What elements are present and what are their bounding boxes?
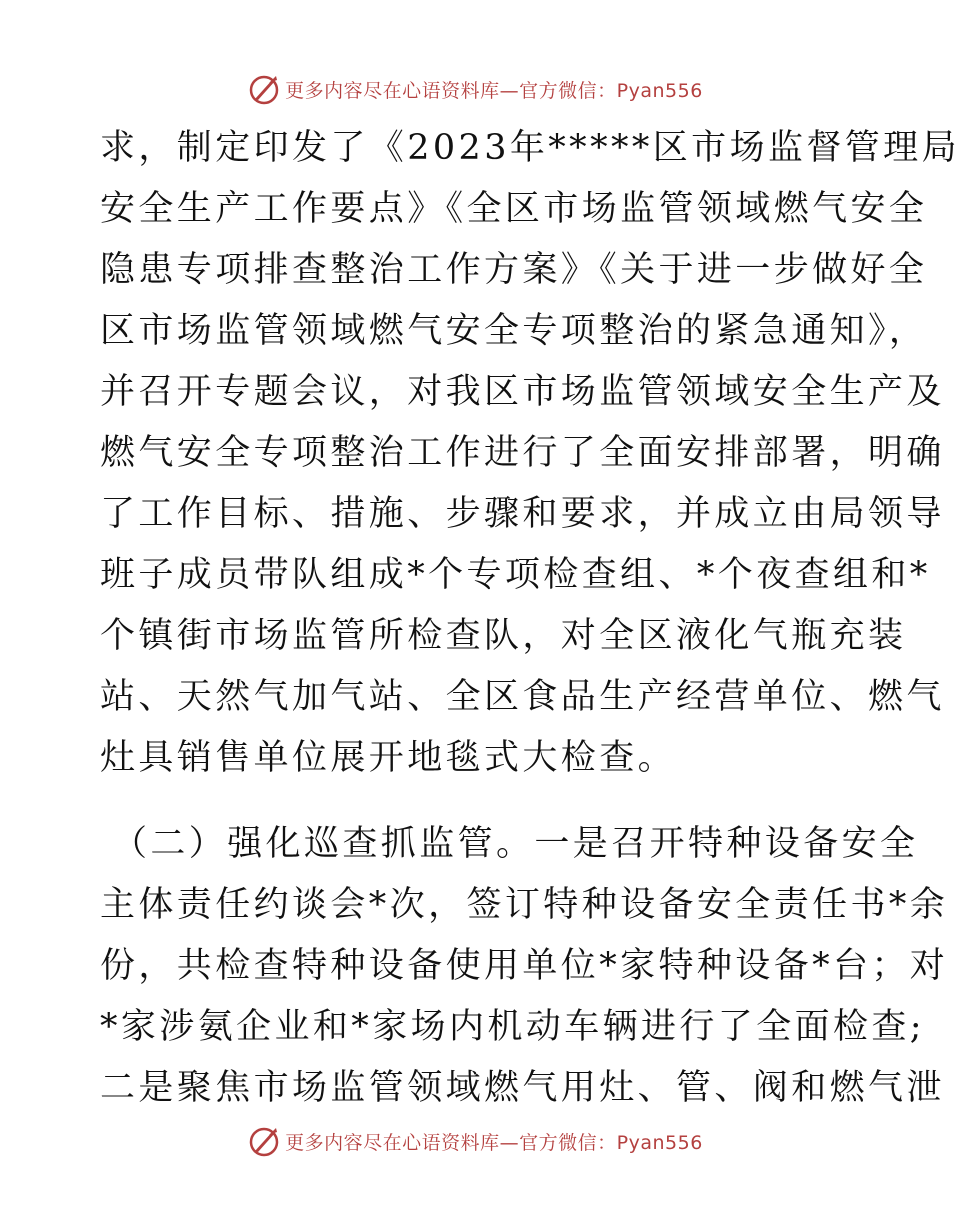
watermark-text: 更多内容尽在心语资料库—官方微信：Pyan556 [285, 1131, 703, 1154]
text-line: 份，共检查特种设备使用单位*家特种设备*台；对 [100, 946, 949, 986]
text-line: 主体责任约谈会*次，签订特种设备安全责任书*余 [100, 885, 949, 925]
text-line: 灶具销售单位展开地毯式大检查。 [100, 738, 677, 778]
paragraph-spacer [100, 789, 860, 814]
text-line: 站、天然气加气站、全区食品生产经营单位、燃气 [100, 677, 945, 717]
text-line: 隐患专项排查整治工作方案》《关于进一步做好全 [100, 250, 928, 290]
footer-watermark [0, 1124, 950, 1158]
section-heading-line: （二）强化巡查抓监管。一是召开特种设备安全 [112, 824, 919, 864]
paragraph-1 [100, 118, 960, 789]
header-watermark [0, 72, 950, 106]
text-line: 个镇街市场监管所检查队，对全区液化气瓶充装 [100, 616, 907, 656]
text-line: 安全生产工作要点》《全区市场监管领域燃气安全 [100, 189, 928, 229]
text-line: 燃气安全专项整治工作进行了全面安排部署，明确 [100, 433, 945, 473]
text-line: 了工作目标、措施、步骤和要求，并成立由局领导 [100, 494, 945, 534]
text-line: 并召开专题会议，对我区市场监管领域安全生产及 [100, 372, 945, 412]
text-line: *家涉氨企业和*家场内机动车辆进行了全面检查; [100, 1007, 925, 1047]
quill-pen-circle-icon [247, 1124, 281, 1158]
text-line: 求，制定印发了《2023年*****区市场监督管理局 [100, 128, 960, 168]
document-body [100, 118, 960, 1119]
text-line: 区市场监管领域燃气安全专项整治的紧急通知》， [100, 311, 928, 351]
text-line: 二是聚焦市场监管领域燃气用灶、管、阀和燃气泄 [100, 1068, 945, 1108]
text-line: 班子成员带队组成*个专项检查组、*个夜查组和* [100, 555, 931, 595]
quill-pen-circle-icon [247, 72, 281, 106]
watermark-text: 更多内容尽在心语资料库—官方微信：Pyan556 [285, 79, 703, 102]
paragraph-2 [100, 814, 949, 1119]
